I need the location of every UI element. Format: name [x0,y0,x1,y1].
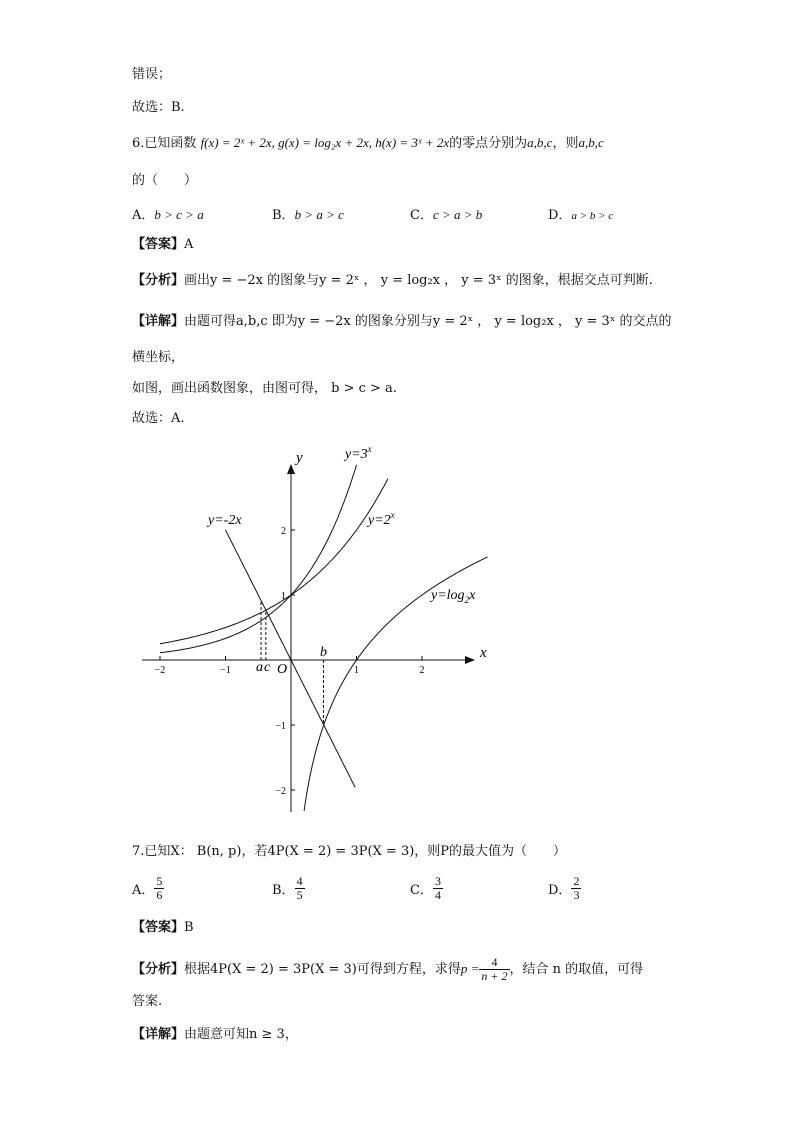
label-exp3: $y=3^x$ [345,444,372,462]
q7-option-a[interactable]: A． $\frac{5}{6}$ [132,874,163,902]
q6-number: 6. [132,136,145,151]
q6-stem [132,134,604,153]
q6-analysis-tag: 【分析】 [132,273,185,288]
function-graph [140,440,510,820]
q6-detail [132,313,671,331]
q7-analysis-text: 根据4P(X = 2) = 3P(X = 3)可得到方程，求得 [184,962,461,977]
x-tick-label: 2 [419,665,425,676]
q6-option-b[interactable]: B．b > a > c [272,207,344,223]
q7-analysis-tag: 【分析】 [132,962,185,977]
q6-vars: a,b,c [527,135,553,150]
q6-stem-a: 已知函数 [144,136,197,151]
q6-detail-text: 由题可得a,b,c 即为y = −2x 的图象分别与y = 2ˣ ， y = log₂x ， y = 3ˣ 的交点的 [184,314,672,329]
q7-analysis-text-b: ，结合 n 的取值，可得 [509,962,644,977]
x-tick-label: −2 [154,665,166,676]
x-axis-label: x [480,645,487,661]
q7-analysis [132,956,643,983]
q6-vars2: a,b,c [578,135,604,150]
origin-label: O [277,662,288,677]
y-axis-label: y [296,450,303,466]
label-c: c [264,660,271,675]
label-log2: $y=\log_2x$ [431,588,476,605]
q6-stem-c: ，则 [552,136,579,151]
q6-stem-b: 的零点分别为 [449,136,528,151]
q7-option-c[interactable]: C． $\frac{3}{4}$ [410,874,441,902]
q7-stem-text: 已知X： B(n, p)，若4P(X = 2) = 3P(X = 3)，则P的最大值为（ ） [144,844,567,859]
q6-option-a[interactable]: A．b > c > a [132,207,204,223]
q6-detail-2: 横坐标， [132,350,185,365]
q6-option-d[interactable]: D．a > b > c [548,208,614,223]
q7-detail-text: 由题意可知n ≥ 3， [184,1027,298,1042]
q7-analysis-2: 答案. [132,994,163,1009]
q7-answer-tag: 【答案】 [132,920,185,935]
label-a: a [256,660,263,675]
q6-answer [132,236,193,254]
q7-analysis-p: p = [460,961,480,976]
prev-choice-line: 故选：B. [132,100,185,115]
y-tick-label: 2 [281,526,286,537]
q7-option-b[interactable]: B． $\frac{4}{5}$ [272,874,303,902]
q6-detail-4: 故选：A. [132,411,185,426]
label-exp2: $y=2^x$ [368,510,395,528]
prev-error-line: 错误； [132,67,172,82]
q6-answer-tag: 【答案】 [132,237,185,252]
q7-detail-tag: 【详解】 [132,1027,185,1042]
y-tick-label: −2 [275,786,286,797]
curve-exp2 [160,479,388,644]
q7-detail [132,1026,298,1044]
q6-answer-value: A [184,237,194,252]
curve-exp3 [160,465,357,653]
label-neg2x: y=-2x [208,513,242,528]
x-tick-label: −1 [220,665,231,676]
q7-answer [132,919,194,937]
q7-number: 7. [132,844,145,859]
q7-stem [132,843,566,861]
label-b: b [320,645,327,660]
y-tick-label: 1 [281,591,286,602]
y-tick-label: −1 [275,721,286,732]
q6-formula: f(x) = 2ˣ + 2x, g(x) = log₂x + 2x, h(x) = 3ˣ + 2x [200,135,450,150]
q7-answer-value: B [184,920,194,935]
x-tick-label: 1 [354,665,359,676]
curve-neg2x [226,530,356,787]
q6-option-c[interactable]: C．c > a > b [410,207,483,223]
q6-stem-d: 的（ ） [132,173,198,188]
q7-analysis-frac: $\frac{4}{n + 2}$ [481,955,508,983]
q6-analysis-text: 画出y = −2x 的图象与y = 2ˣ ， y = log₂x ， y = 3ˣ 的图象，根据交点可判断. [184,273,653,288]
q6-detail-3: 如图，画出函数图象，由图可得， b > c > a. [132,381,397,396]
q6-analysis [132,272,653,290]
q7-option-d[interactable]: D． $\frac{2}{3}$ [548,874,580,902]
q6-detail-tag: 【详解】 [132,314,185,329]
